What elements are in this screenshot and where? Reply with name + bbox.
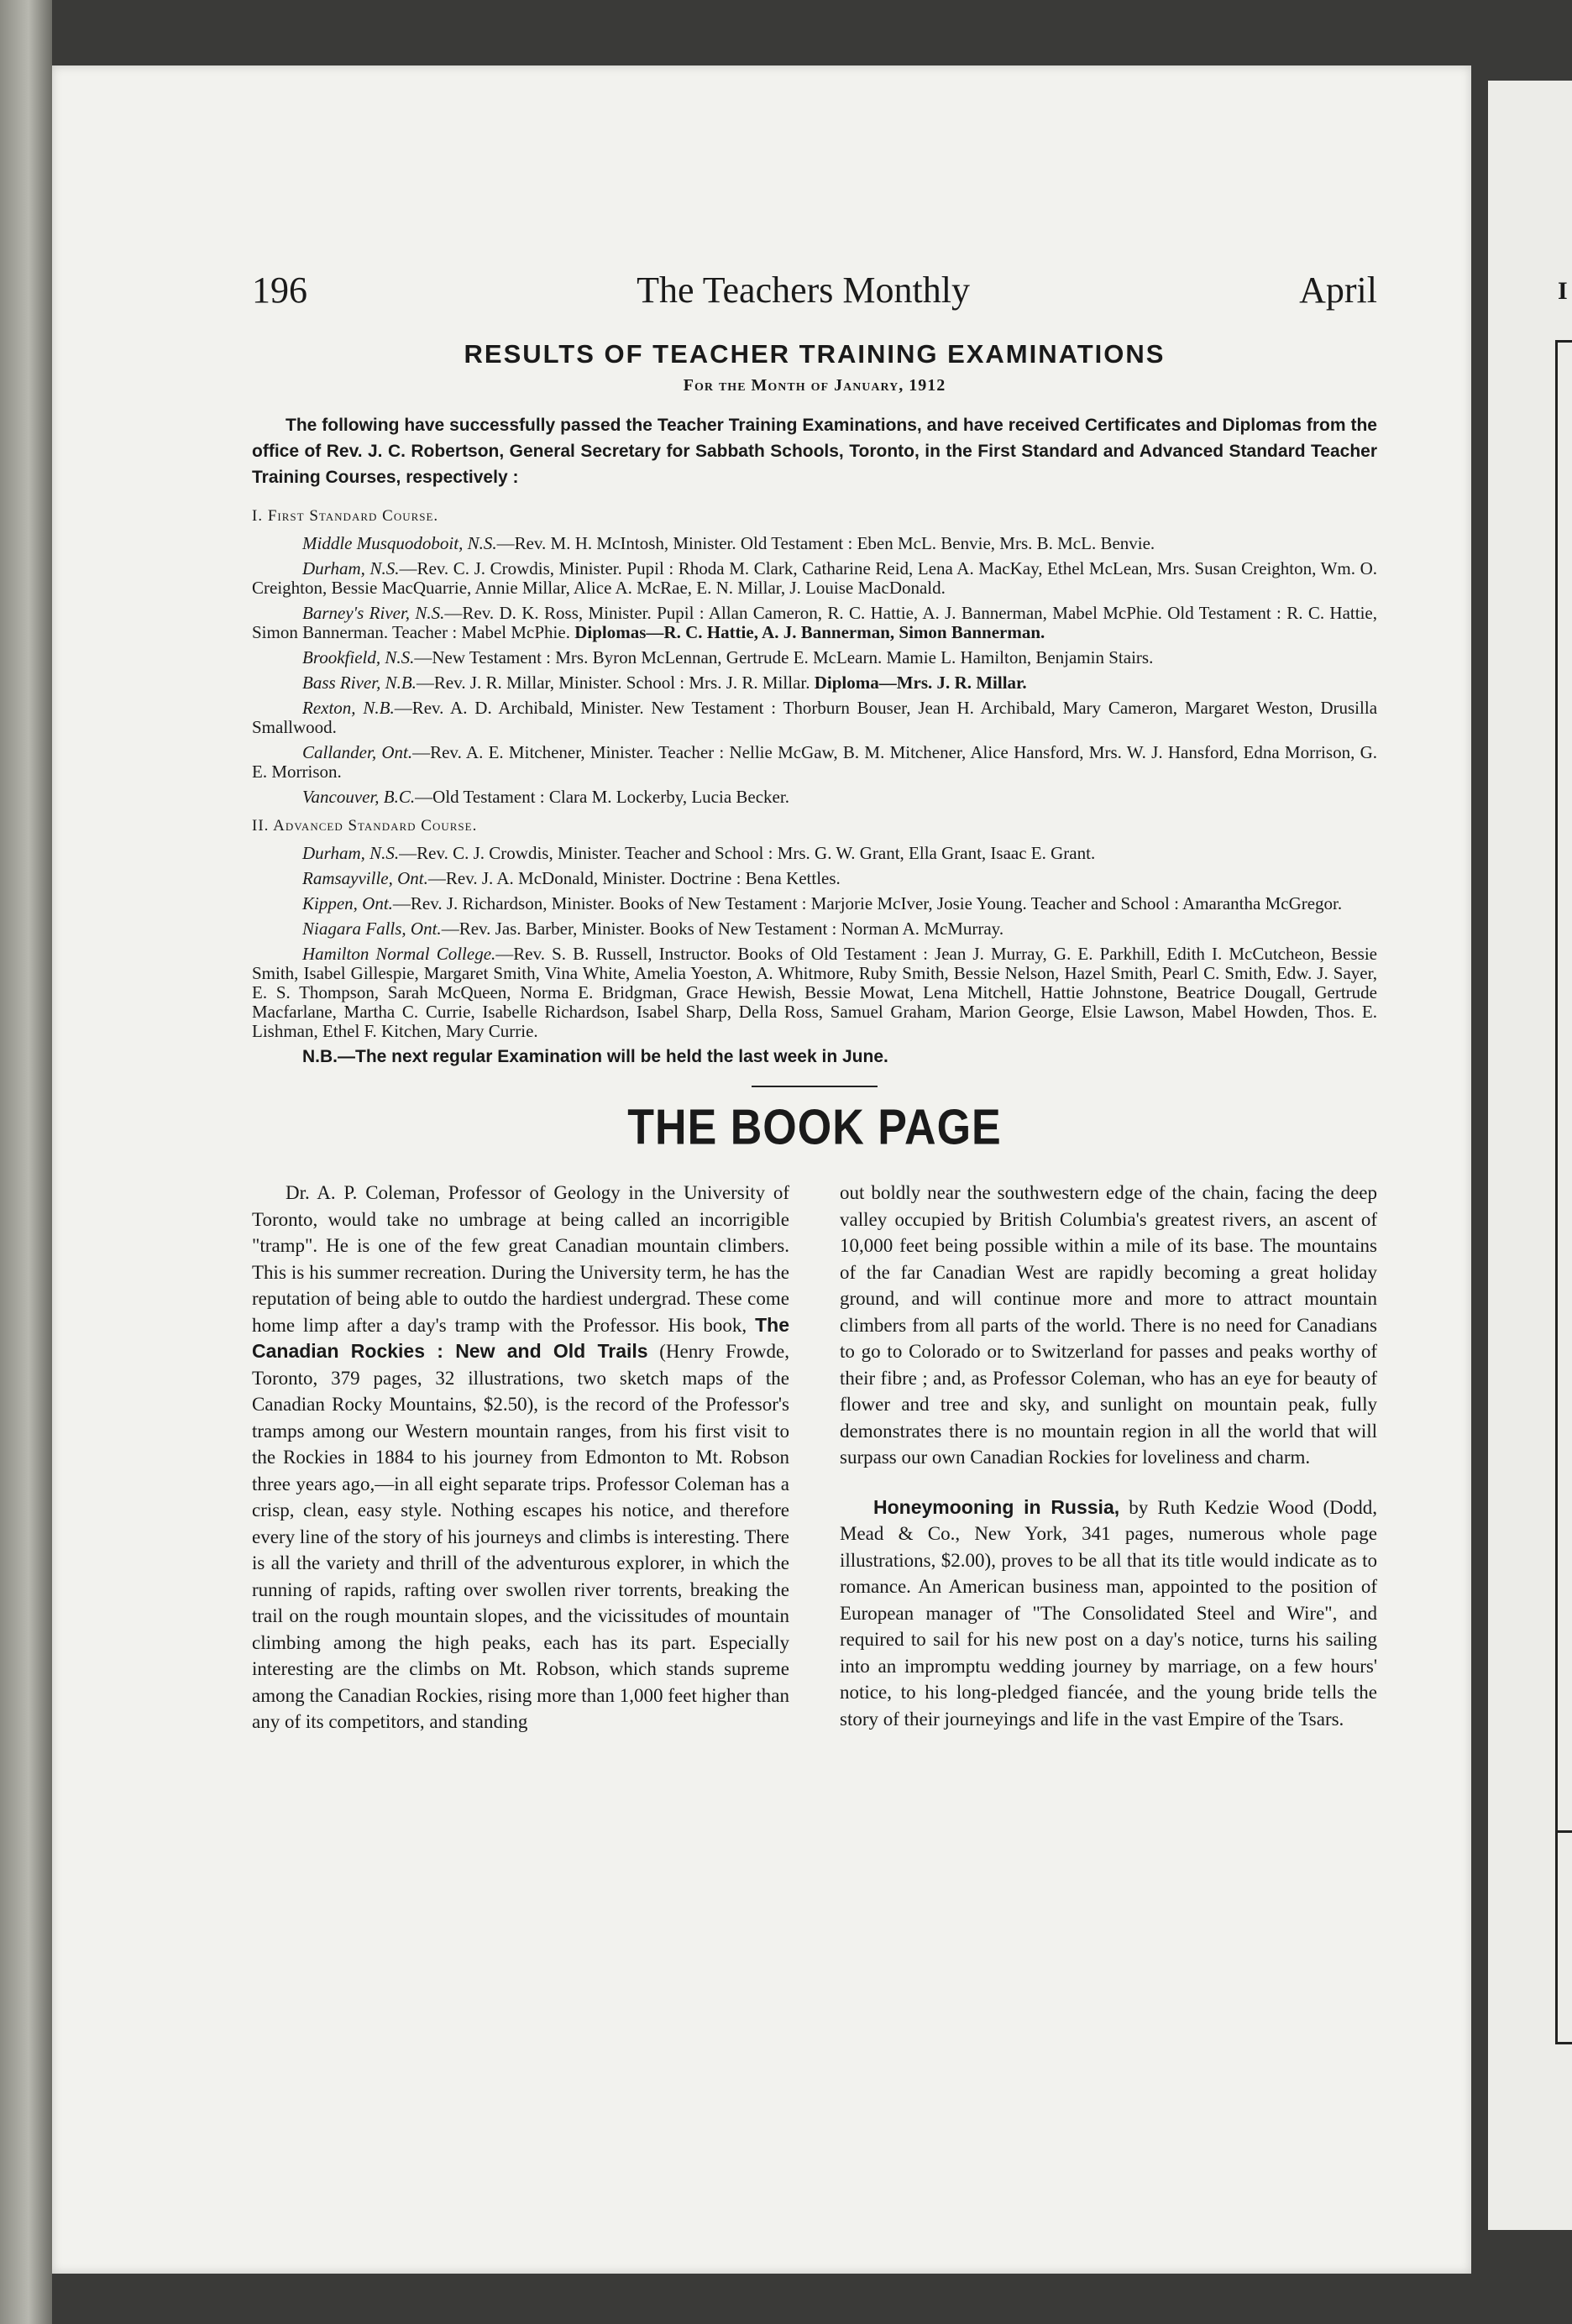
entry-place: Bass River, N.B. <box>302 673 417 693</box>
entry-text: —Rev. D. K. Ross, Minister. Pupil : Allan Cameron, R. C. Hattie, A. J. Bannerman, Mabel McPhie. Old Testament : R. C. Hattie, Simon Bannerman. Teacher : Mabel McPhie. <box>252 603 1377 642</box>
review-text: by Ruth Kedzie Wood (Dodd, Mead & Co., New York, 341 pages, numerous whole page illustrations, $2.00), proves to be all that its title would indicate as to romance. An American business man, appointed to the position of European manager of "The Consolidated Steel and Wire", and required to sail for his new post on a day's notice, turns his sailing into an impromptu wedding journey by marriage, on a few hours' notice, to his long-pledged fiancée, and the young bride tells the story of their journeyings and life in the vast Empire of the Tsars. <box>840 1496 1378 1730</box>
entry-place: Durham, N.S. <box>302 843 400 863</box>
section-divider <box>752 1086 878 1087</box>
entry-text: —Rev. Jas. Barber, Minister. Books of New Testament : Norman A. McMurray. <box>441 919 1004 939</box>
adjacent-page-rule <box>1555 1830 1572 1833</box>
advanced-course-heading: II. Advanced Standard Course. <box>252 817 478 835</box>
book-title-honeymooning: Honeymooning in Russia, <box>873 1495 1120 1518</box>
entry-text: —Rev. M. H. McIntosh, Minister. Old Testament : Eben McL. Benvie, Mrs. B. McL. Benvie. <box>496 533 1155 553</box>
results-title: RESULTS OF TEACHER TRAINING EXAMINATIONS <box>464 339 1166 369</box>
entry-place: Rexton, N.B. <box>302 698 395 718</box>
adjacent-page-rule <box>1555 2042 1572 2044</box>
book-page-columns <box>252 1180 1377 1759</box>
entry-text: —New Testament : Mrs. Byron McLennan, Gertrude E. McLearn. Mamie L. Hamilton, Benjamin Stairs. <box>414 647 1154 667</box>
results-subtitle: For the Month of January, 1912 <box>683 376 946 395</box>
result-entry <box>252 894 1377 913</box>
entry-place: Brookfield, N.S. <box>302 647 415 667</box>
entry-text: —Rev. A. E. Mitchener, Minister. Teacher : Nellie McGaw, B. M. Mitchener, Alice Hansford, Mrs. W. J. Hansford, Edna Morrison, G. E. Morrison. <box>252 742 1377 782</box>
result-entry <box>252 919 1377 939</box>
result-entry <box>252 534 1377 553</box>
results-intro: The following have successfully passed the Teacher Training Examinations, and have received Certificates and Diplomas from the office of Rev. J. C. Robertson, General Secretary for Sabbath Schools, Toronto, in the First Standard and Advanced Standard Teacher Training Courses, respectively : <box>252 416 1377 487</box>
entry-text: —Rev. J. R. Millar, Minister. School : Mrs. J. R. Millar. <box>416 673 815 693</box>
left-column <box>252 1180 789 1759</box>
entry-place: Callander, Ont. <box>302 742 413 762</box>
journal-title: The Teachers Monthly <box>637 270 970 311</box>
book-title-canadian-rockies: The Canadian Rockies : New and Old Trails <box>252 1313 789 1362</box>
honeymooning-review <box>840 1494 1377 1733</box>
entry-text: —Rev. A. D. Archibald, Minister. New Testament : Thorburn Bouser, Jean H. Archibald, Mary Cameron, Margaret Weston, Drusilla Smallwood. <box>252 698 1378 737</box>
entry-place: Durham, N.S. <box>302 558 400 578</box>
result-entry <box>252 699 1377 737</box>
advanced-course-list <box>252 844 1377 1041</box>
next-exam-note: N.B.—The next regular Examination will be held the last week in June. <box>302 1047 888 1066</box>
review-text: (Henry Frowde, Toronto, 379 pages, 32 illustrations, two sketch maps of the Canadian Rocky Mountains, $2.50), is the record of the Professor's tramps among our Western mountain ranges, from his first visit to the Rockies in 1884 to his journey from Edmonton to Mt. Robson three years ago,—in all eight separate trips. Professor Coleman has a crisp, clean, easy style. Nothing escapes his notice, and therefore every line of the story of his journeys and climbs is interesting. There is all the variety and thrill of the adventurous explorer, in which the running of rapids, rafting over swollen river torrents, breaking the trail on the rough mountain slopes, and the vicissitudes of mountain climbing among the high peaks, each has its part. Especially interesting are the climbs on Mt. Robson, which stands supreme among the Canadian Rockies, rising more than 1,000 feet higher than any of its competitors, and standing <box>252 1341 789 1732</box>
result-entry <box>252 743 1377 782</box>
entry-text: —Old Testament : Clara M. Lockerby, Lucia Becker. <box>415 787 789 807</box>
entry-text: —Rev. C. J. Crowdis, Minister. Pupil : Rhoda M. Clark, Catharine Reid, Lena A. MacKay, Ethel McLean, Mrs. Susan Creighton, Wm. O. Creighton, Bessie MacQuarrie, Annie Millar, Alice A. McRae, E. N. Millar, J. Louise MacDonald. <box>252 558 1377 598</box>
entry-place: Middle Musquodoboit, N.S. <box>302 533 497 553</box>
adjacent-page-edge <box>1488 81 1572 2230</box>
result-entry <box>252 844 1377 863</box>
coleman-review-continued: out boldly near the southwestern edge of the chain, facing the deep valley occupied by British Columbia's greatest rivers, an ascent of 10,000 feet being possible within a mile of its base. The mountains of the far Canadian West are rapidly becoming a great holiday ground, and will continue more and more to attract mountain climbers from all parts of the world. There is no need for Canadians to go to Colorado or to Switzerland for passes and peaks worthy of their fibre ; and, as Professor Coleman, who has an eye for beauty of flower and tree and sky, and sunlight on mountain peak, fully demonstrates there is no mountain region in all the world that will surpass our own Canadian Rockies for loveliness and charm. <box>840 1182 1377 1468</box>
entry-place: Hamilton Normal College. <box>302 944 496 964</box>
result-entry <box>252 788 1377 807</box>
entry-place: Niagara Falls, Ont. <box>302 919 442 939</box>
result-entry <box>252 648 1377 667</box>
result-entry <box>252 604 1377 642</box>
coleman-review <box>252 1180 789 1735</box>
result-entry <box>252 945 1377 1041</box>
entry-diploma: Diploma—Mrs. J. R. Millar. <box>814 673 1027 693</box>
entry-text: —Rev. S. B. Russell, Instructor. Books of Old Testament : Jean J. Murray, G. E. Parkhill, Edith I. McCutcheon, Bessie Smith, Isabel Gillespie, Margaret Smith, Vina White, Amelia Yoeston, A. Whitmore, Ruby Smith, Bessie Nelson, Hazel Smith, Pearl C. Smith, Edw. J. Sayer, E. S. Thompson, Sarah McQueen, Norma E. Bridgman, Grace Hewish, Bessie Mowat, Lena Mitchell, Hattie Johnstone, Beatrice Dougall, Gertrude Macfarlane, Martha C. Currie, Isabelle Richardson, Isabel Sharp, Della Ross, Samuel Graham, Marion George, Elsie Lawson, Mabel Howden, Thos. E. Lishman, Ethel F. Kitchen, Mary Currie. <box>252 944 1377 1041</box>
page-number: 196 <box>252 270 307 311</box>
entry-diploma: Diplomas—R. C. Hattie, A. J. Bannerman, Simon Bannerman. <box>574 622 1045 642</box>
adjacent-page-rule <box>1555 340 1572 343</box>
issue-month: April <box>1299 270 1377 311</box>
entry-text: —Rev. J. Richardson, Minister. Books of New Testament : Marjorie McIver, Josie Young. Teacher and School : Amarantha McGregor. <box>392 893 1343 913</box>
entry-place: Ramsayville, Ont. <box>302 868 428 888</box>
scan-margin <box>0 0 52 2324</box>
entry-text: —Rev. C. J. Crowdis, Minister. Teacher and School : Mrs. G. W. Grant, Ella Grant, Isaac E. Grant. <box>399 843 1096 863</box>
running-header <box>252 269 1377 316</box>
entry-place: Kippen, Ont. <box>302 893 393 913</box>
first-course-list <box>252 534 1377 807</box>
entry-place: Barney's River, N.S. <box>302 603 445 623</box>
adjacent-page-rule <box>1555 340 1558 2044</box>
entry-text: —Rev. J. A. McDonald, Minister. Doctrine : Bena Kettles. <box>427 868 841 888</box>
result-entry <box>252 559 1377 598</box>
result-entry <box>252 869 1377 888</box>
result-entry <box>252 673 1377 693</box>
book-page-title: THE BOOK PAGE <box>627 1099 1002 1156</box>
adjacent-page-mark: I <box>1558 277 1568 305</box>
review-text: Dr. A. P. Coleman, Professor of Geology in the University of Toronto, would take no umbrage at being called an incorrigible "tramp". He is one of the few great Canadian mountain climbers. This is his summer recreation. During the University term, he has the reputation of being able to outdo the hardiest undergrad. These come home limp after a day's tramp with the Professor. His book, <box>252 1182 789 1336</box>
page-content <box>252 269 1377 1759</box>
entry-place: Vancouver, B.C. <box>302 787 416 807</box>
first-course-heading: I. First Standard Course. <box>252 507 439 525</box>
right-column <box>840 1180 1377 1759</box>
